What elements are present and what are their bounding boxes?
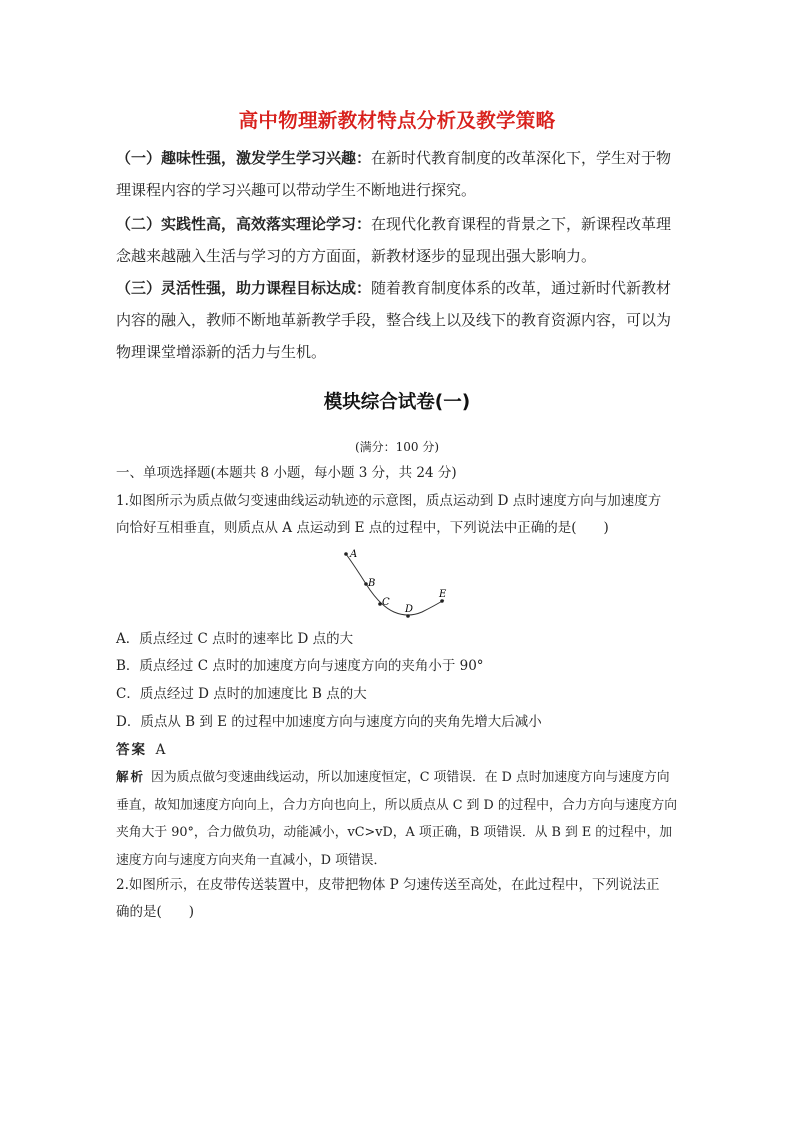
- section-heading: 一、单项选择题(本题共 8 小题，每小题 3 分，共 24 分): [116, 465, 457, 481]
- q1-option-d: D．质点从 B 到 E 的过程中加速度方向与速度方向的夹角先增大后减小: [116, 714, 542, 730]
- point-a-label: A: [350, 549, 358, 560]
- q2-stem-line-2: 确的是( ): [116, 904, 195, 920]
- point-d-label: D: [405, 604, 414, 615]
- answer-value: A: [155, 742, 166, 758]
- feature-body-3: 随着教育制度体系的改革，通过新时代新教材内容的融入，教师不断地革新教学手段，整合线上以及线下的教育资源内容，可以为物理课堂增添新的活力与生机。: [116, 279, 672, 361]
- feature-body-2: 在现代化教育课程的背景之下，新课程改革理念越来越融入生活与学习的方方面面，新教材逐步的显现出强大影响力。: [116, 215, 672, 265]
- q1-option-b: B．质点经过 C 点时的加速度方向与速度方向的夹角小于 90°: [116, 658, 484, 674]
- solution-text: 因为质点做匀变速曲线运动，所以加速度恒定，C 项错误．在 D 点时加速度方向与速度方向垂直，故知加速度方向向上，合力方向也向上，所以质点从 C 到 D 的过程中，合力方向与速度方向夹角大于 90°，合力做负功，动能减小，vC>vD，A 项正确，B 项错误．从 B 到 E 的过程中，加速度方向与速度方向夹角一直减小，D 项错误．: [116, 770, 677, 868]
- q1-solution: [116, 763, 682, 874]
- point-e-label: E: [439, 589, 447, 600]
- q2-stem-line-1: 2.如图所示，在皮带传送装置中，皮带把物体 P 匀速传送至高处，在此过程中，下列说法正: [116, 877, 660, 893]
- point-a-dot: [344, 552, 348, 556]
- q1-stem-line-2: 向恰好互相垂直，则质点从 A 点运动到 E 点的过程中，下列说法中正确的是( ): [116, 520, 609, 536]
- feature-heading-2: （二）实践性高，高效落实理论学习：: [116, 215, 372, 233]
- q1-stem-line-1: 1.如图所示为质点做匀变速曲线运动轨迹的示意图，质点运动到 D 点时速度方向与加速度方: [116, 493, 662, 509]
- q1-answer: [116, 737, 716, 765]
- point-c-label: C: [382, 597, 390, 608]
- point-b-label: B: [368, 578, 376, 589]
- answer-label: 答案: [116, 742, 147, 758]
- feature-paragraph-3: [116, 272, 682, 368]
- exam-title: 模块综合试卷(一): [323, 392, 471, 413]
- solution-label: 解析: [116, 769, 146, 784]
- feature-body-1: 在新时代教育制度的改革深化下，学生对于物理课程内容的学习兴趣可以带动学生不断地进行探究。: [116, 149, 672, 199]
- q1-option-c: C．质点经过 D 点时的加速度比 B 点的大: [116, 686, 367, 702]
- feature-heading-3: （三）灵活性强，助力课程目标达成：: [116, 279, 372, 297]
- feature-paragraph-1: [116, 142, 682, 206]
- trajectory-curve: [346, 554, 444, 615]
- feature-heading-1: （一）趣味性强，激发学生学习兴趣：: [116, 149, 372, 167]
- document-title: 高中物理新教材特点分析及教学策略: [238, 109, 556, 132]
- trajectory-diagram: [334, 548, 458, 622]
- exam-score: (满分：100 分): [354, 440, 440, 454]
- q1-option-a: A．质点经过 C 点时的速率比 D 点的大: [116, 631, 354, 647]
- feature-paragraph-2: [116, 208, 682, 272]
